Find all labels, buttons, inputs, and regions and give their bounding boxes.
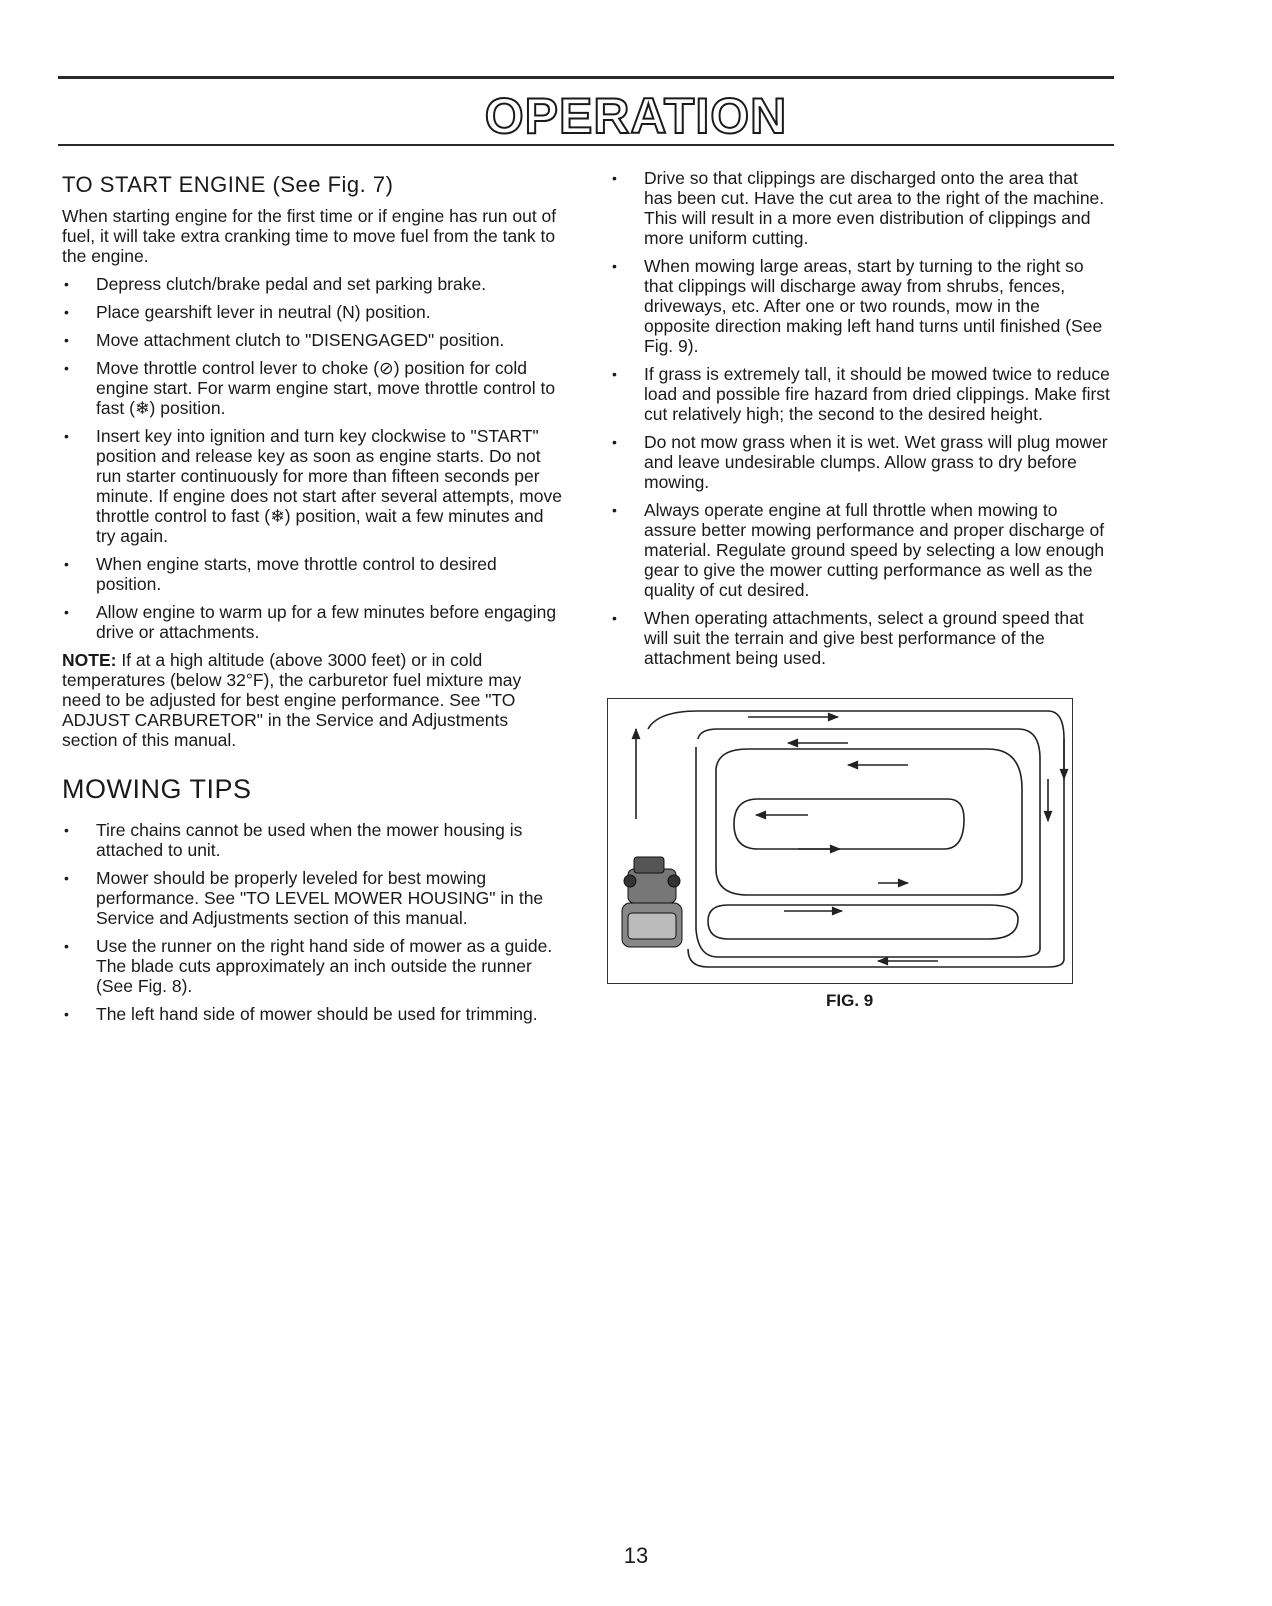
list-item: • Move throttle control lever to choke (⊘) position for cold engine start. For warm engine start, move throttle control to fast (❄) position.	[62, 358, 562, 418]
mowing-path-third	[716, 749, 1022, 895]
list-item: • When operating attachments, select a ground speed that will suit the terrain and give best performance of the attachment being used.	[610, 608, 1110, 668]
start-engine-steps	[62, 274, 562, 642]
list-item: • Tire chains cannot be used when the mower housing is attached to unit.	[62, 820, 562, 860]
right-column	[610, 168, 1110, 676]
list-item: • When engine starts, move throttle control to desired position.	[62, 554, 562, 594]
figure-caption: FIG. 9	[826, 991, 874, 1010]
mowing-path-bottom	[708, 905, 1018, 939]
list-item: • Mower should be properly leveled for best mowing performance. See "TO LEVEL MOWER HOUSING" in the Service and Adjustments section of this manual.	[62, 868, 562, 928]
mowing-tips-heading: MOWING TIPS	[62, 774, 252, 804]
page-number: 13	[623, 1543, 649, 1568]
list-item: • Place gearshift lever in neutral (N) position.	[62, 302, 562, 322]
list-item: • Do not mow grass when it is wet. Wet grass will plug mower and leave undesirable clumps. Allow grass to dry before mowing.	[610, 432, 1110, 492]
note-text: If at a high altitude (above 3000 feet) or in cold temperatures (below 32°F), the carburetor fuel mixture may need to be adjusted for best engine performance. See "TO ADJUST CARBURETOR" in the Service and Adjustments section of this manual.	[62, 650, 522, 750]
list-item: • Allow engine to warm up for a few minutes before engaging drive or attachments.	[62, 602, 562, 642]
mowing-tips-left-list	[62, 820, 562, 1024]
mowing-pattern-figure	[607, 698, 1073, 984]
left-column	[62, 172, 562, 1032]
note-paragraph	[62, 650, 562, 750]
list-item: • Use the runner on the right hand side of mower as a guide. The blade cuts approximately an inch outside the runner (See Fig. 8).	[62, 936, 562, 996]
tractor-icon	[622, 857, 682, 947]
note-label: NOTE:	[62, 650, 117, 670]
list-item: • Move attachment clutch to "DISENGAGED" position.	[62, 330, 562, 350]
list-item: • Insert key into ignition and turn key clockwise to "START" position and release key as soon as engine starts. Do not run starter continuously for more than fifteen seconds per minute. If engine does not start after several attempts, move throttle control to fast (❄) position, wait a few minutes and try again.	[62, 426, 562, 546]
list-item: • The left hand side of mower should be used for trimming.	[62, 1004, 562, 1024]
mowing-path-second	[696, 729, 1040, 957]
mowing-path-inner	[734, 799, 964, 849]
mowing-pattern-diagram	[608, 699, 1072, 983]
list-item: • Drive so that clippings are discharged onto the area that has been cut. Have the cut area to the right of the machine. This will result in a more even distribution of clippings and more uniform cutting.	[610, 168, 1110, 248]
page-title: OPERATION	[484, 88, 788, 144]
header-rule-top	[58, 76, 1114, 79]
list-item: • Depress clutch/brake pedal and set parking brake.	[62, 274, 562, 294]
start-engine-intro: When starting engine for the first time or if engine has run out of fuel, it will take extra cranking time to move fuel from the tank to the engine.	[62, 206, 557, 266]
list-item: • Always operate engine at full throttle when mowing to assure better mowing performance and proper discharge of material. Regulate ground speed by selecting a low enough gear to give the mower cutting performance as well as the quality of cut desired.	[610, 500, 1110, 600]
start-engine-heading: TO START ENGINE (See Fig. 7)	[62, 172, 394, 197]
list-item: • When mowing large areas, start by turning to the right so that clippings will discharge away from shrubs, fences, driveways, etc. After one or two rounds, mow in the opposite direction making left hand turns until finished (See Fig. 9).	[610, 256, 1110, 356]
header-rule-bottom	[58, 144, 1114, 146]
list-item: • If grass is extremely tall, it should be mowed twice to reduce load and possible fire hazard from dried clippings. Make first cut relatively high; the second to the desired height.	[610, 364, 1110, 424]
mowing-tips-right-list	[610, 168, 1110, 668]
